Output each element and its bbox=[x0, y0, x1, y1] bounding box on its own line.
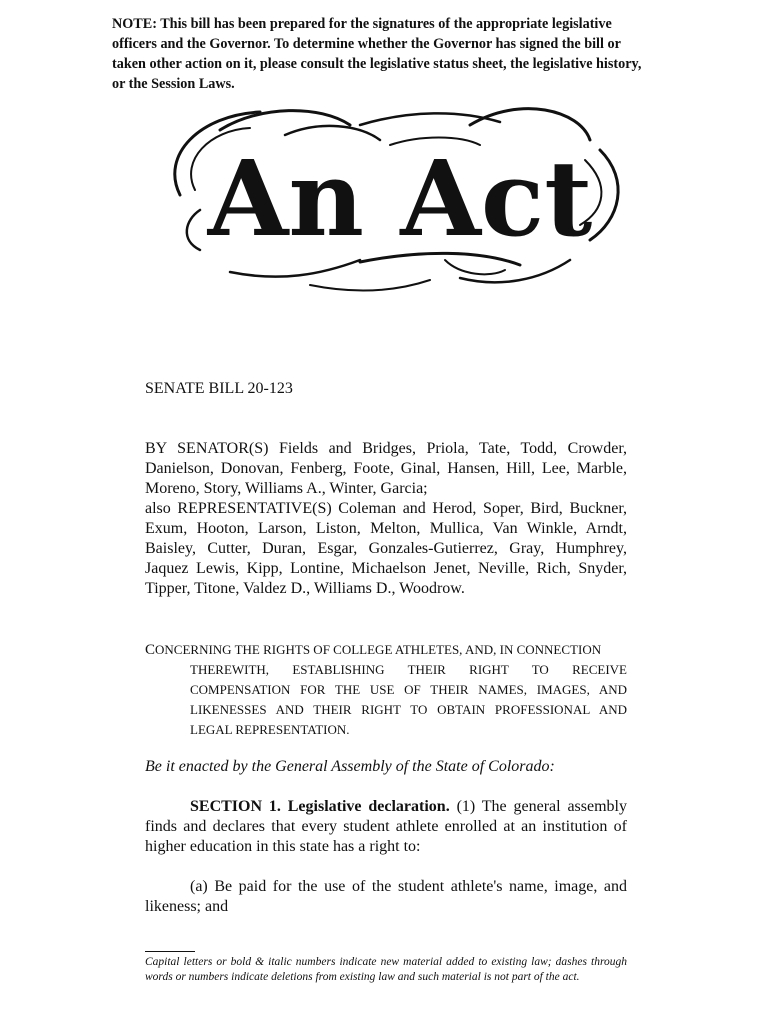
concerning-first-letter: C bbox=[145, 642, 156, 658]
an-act-text: An Act bbox=[207, 137, 593, 260]
enacting-clause: Be it enacted by the General Assembly of the State of Colorado: bbox=[145, 758, 555, 775]
concerning-rest: THEREWITH, ESTABLISHING THEIR RIGHT TO RECEIVE COMPENSATION FOR THE USE OF THEIR NAMES, IMAGES, AND LIKENESSES AND THEIR RIGHT TO OBTAIN PROFESSIONAL AND LEGAL REPRESENTATION. bbox=[190, 662, 627, 737]
concerning-title bbox=[145, 640, 627, 740]
sponsors-block bbox=[145, 439, 627, 599]
paragraph-a: (a) Be paid for the use of the student athlete's name, image, and likeness; and bbox=[145, 878, 627, 915]
an-act-title-art bbox=[160, 100, 640, 300]
representatives-list: also REPRESENTATIVE(S) Coleman and Herod, Soper, Bird, Buckner, Exum, Hooton, Larson, Liston, Melton, Mullica, Van Winkle, Arndt, Baisley, Cutter, Duran, Esgar, Gonzales-Gutierrez, Gray, Humphrey, Jaquez Lewis, Kipp, Lontine, Michaelson Jenet, Neville, Rich, Snyder, Tipper, Titone, Valdez D., Williams D., Woodrow. bbox=[145, 500, 627, 597]
section-1-heading: SECTION 1. bbox=[190, 798, 281, 815]
bill-number: SENATE BILL 20-123 bbox=[145, 380, 293, 397]
section-1-text: (1) The general assembly finds and declares that every student athlete enrolled at an institution of higher education in this state has a right to: bbox=[145, 798, 628, 855]
senators-list: BY SENATOR(S) Fields and Bridges, Priola, Tate, Todd, Crowder, Danielson, Donovan, Fenberg, Foote, Ginal, Hansen, Hill, Lee, Marble, Moreno, Story, Williams A., Winter, Garcia; bbox=[145, 440, 627, 497]
concerning-line1: ONCERNING THE RIGHTS OF COLLEGE ATHLETES, AND, IN CONNECTION bbox=[155, 642, 602, 657]
footnote: Capital letters or bold & italic numbers indicate new material added to existing law; dashes through words or numbers indicate deletions from existing law and such material is not part of the act. bbox=[145, 956, 627, 983]
section-1 bbox=[145, 797, 627, 857]
status-note: NOTE: This bill has been prepared for the signatures of the appropriate legislative officers and the Governor. To determine whether the Governor has signed the bill or taken other action on it, please consult the legislative status sheet, the legislative history, or the Session Laws. bbox=[112, 16, 642, 92]
section-1-subheading: Legislative declaration. bbox=[287, 798, 450, 815]
footnote-divider bbox=[145, 951, 195, 952]
